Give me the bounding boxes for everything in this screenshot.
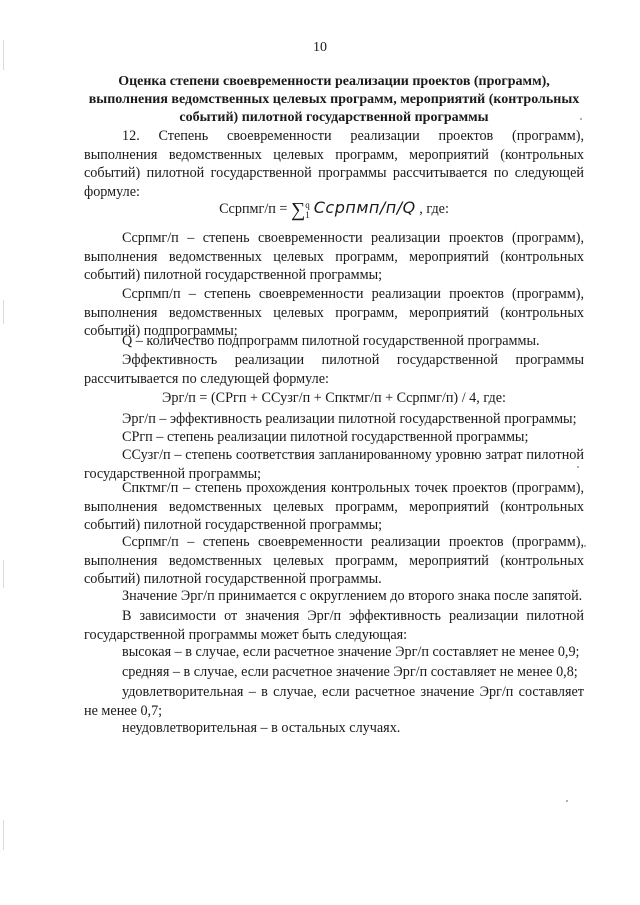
sum-sign: ∑ (290, 199, 306, 221)
definition-q: Q – количество подпрограмм пилотной государственной программы. (122, 333, 540, 349)
formula-tail: , где: (415, 201, 449, 217)
formula-ccrpmg (84, 198, 584, 222)
sum-lower: 1 (305, 209, 310, 220)
sum-upper: q (305, 199, 310, 210)
definition-srgp: СРгп – степень реализации пилотной государственной программы; (122, 429, 529, 445)
paragraph-12: 12. Степень своевременности реализации проектов (программ), выполнения ведомственных целевых программ, мероприятий (контрольных событий) пилотной государственной программы рассчитывается по следующей формуле: (84, 128, 584, 200)
formula-term: Ccрпмп/п/Q (313, 198, 416, 217)
section-title: Оценка степени своевременности реализации проектов (программ), выполнения ведомственных целевых программ, мероприятий (контрольных событий) пилотной государственной программы (88, 74, 580, 125)
definition-ccrpmp: Ccрпмп/п – степень своевременности реализации проектов (программ), выполнения ведомственных целевых программ, мероприятий (контрольных событий) подпрограммы; (84, 286, 584, 340)
levels-intro: В зависимости от значения Эрг/п эффективность реализации пилотной государственной программы может быть следующая: (84, 608, 584, 643)
definition-erg: Эрг/п – эффективность реализации пилотной государственной программы; (122, 411, 577, 427)
definition-spktmg: Спктмг/п – степень прохождения контрольных точек проектов (программ), выполнения ведомственных целевых программ, мероприятий (контрольных событий) пилотной государственной программы; (84, 480, 584, 534)
scan-speck (566, 800, 568, 802)
formula-lhs: Ccрпмг/п = (219, 201, 291, 217)
scan-edge-mark (3, 300, 4, 324)
formula-erg: Эрг/п = (СРгп + ССузг/п + Спктмг/п + Ccрпмг/п) / 4, где: (162, 390, 506, 406)
scan-speck (584, 545, 586, 547)
level-unsatisfactory: неудовлетворительная – в остальных случаях. (122, 720, 401, 736)
scan-edge-mark (3, 560, 4, 588)
definition-ccrpmg: Ccрпмг/п – степень своевременности реализации проектов (программ), выполнения ведомственных целевых программ, мероприятий (контрольных событий) пилотной государственной программы; (84, 230, 584, 284)
sum-limits (305, 200, 310, 220)
definition-ssuzg: ССузг/п – степень соответствия запланированному уровню затрат пилотной государственной программы; (84, 447, 584, 482)
page-number: 10 (313, 40, 327, 55)
level-high: высокая – в случае, если расчетное значение Эрг/п составляет не менее 0,9; (122, 644, 580, 660)
level-medium: средняя – в случае, если расчетное значение Эрг/п составляет не менее 0,8; (122, 664, 578, 680)
definition-ccrpmg-2: Ccрпмг/п – степень своевременности реализации проектов (программ), выполнения ведомственных целевых программ, мероприятий (контрольных событий) пилотной государственной программы. (84, 534, 584, 588)
scan-edge-mark (3, 820, 4, 850)
efficiency-intro: Эффективность реализации пилотной государственной программы рассчитывается по следующей формуле: (84, 352, 584, 387)
level-satisfactory: удовлетворительная – в случае, если расчетное значение Эрг/п составляет не менее 0,7; (84, 684, 584, 719)
rounding-note: Значение Эрг/п принимается с округлением до второго знака после запятой. (122, 588, 583, 604)
